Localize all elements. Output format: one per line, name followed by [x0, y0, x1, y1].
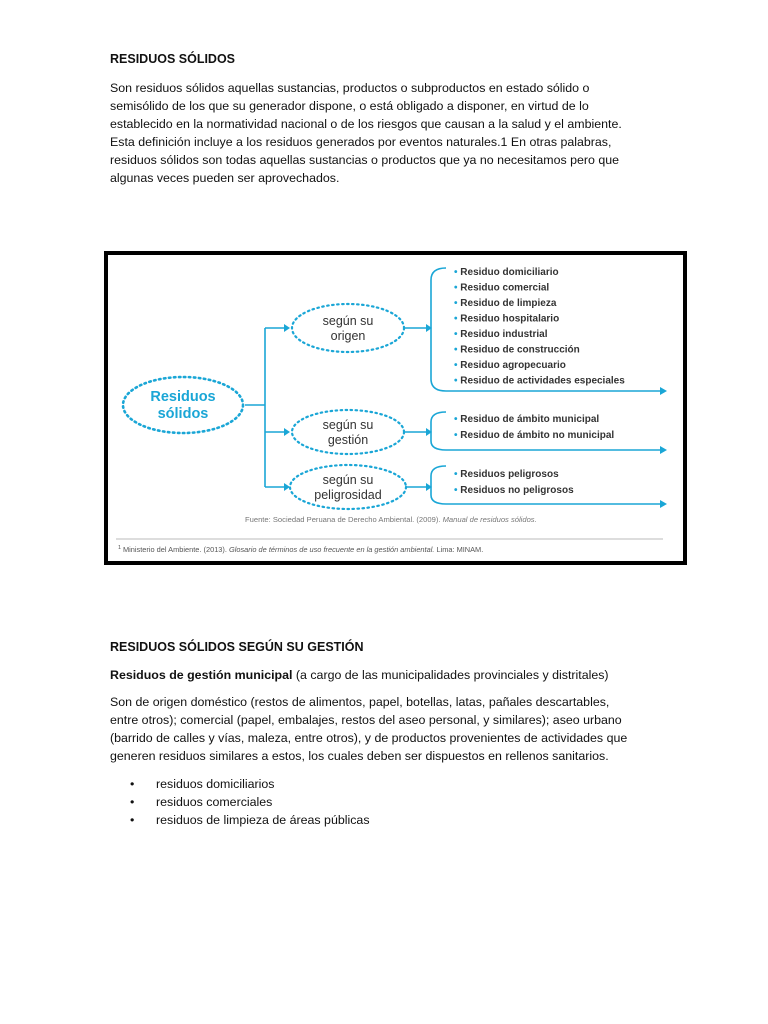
subtitle-bold: Residuos de gestión municipal [110, 668, 293, 682]
branch-ellipse-origen [292, 304, 404, 352]
list-item-text: residuos domiciliarios [156, 777, 275, 791]
bullet-marker: • [130, 777, 135, 791]
paragraph-line: establecido en la normatividad nacional o de los riesgos que causan a la salud y el ambiente. [110, 117, 622, 131]
diagram-item: • Residuo de ámbito no municipal [454, 430, 615, 441]
root-label-line: sólidos [157, 406, 209, 422]
list-item [110, 775, 370, 793]
section-title-gestion: RESIDUOS SÓLIDOS SEGÚN SU GESTIÓN [110, 640, 364, 654]
branch-label-line: según su [322, 473, 374, 487]
diagram-item: • Residuo comercial [454, 282, 550, 294]
diagram-item: • Residuo de ámbito municipal [454, 414, 600, 425]
footnote-text: Ministerio del Ambiente. (2013). Glosario de términos de uso frecuente en la gestión ambiental. Lima: MINAM. [123, 545, 484, 554]
paragraph-line: Esta definición incluye a los residuos generados por eventos naturales.1 En otras palabras, [110, 135, 612, 149]
diagram-item: • Residuo hospitalario [454, 313, 560, 325]
root-label-line: Residuos [150, 389, 216, 405]
diagram-item: • Residuos peligrosos [454, 469, 559, 480]
branch-ellipse-peligrosidad [290, 465, 406, 509]
bullet-marker: • [130, 813, 135, 827]
definition-paragraph [110, 79, 655, 187]
paragraph-line: Son residuos sólidos aquellas sustancias, productos o subproductos en estado sólido o [110, 81, 590, 95]
diagram-item: • Residuo de limpieza [454, 298, 557, 309]
paragraph-line: (barrido de calles y vías, maleza, entre otros), y de productos provenientes de actividades que [110, 731, 628, 745]
diagram-item: • Residuo de construcción [454, 344, 580, 356]
bullet-list [110, 775, 370, 829]
paragraph-line: entre otros); comercial (papel, embalajes, restos del aseo personal, y similares); aseo urbano [110, 713, 622, 727]
arrow-head [660, 500, 667, 508]
paragraph-line: generen residuos similares a estos, los cuales deben ser dispuestos en rellenos sanitarios. [110, 749, 609, 763]
paragraph-line: residuos sólidos son todas aquellas sustancias o productos que ya no necesitamos pero que [110, 153, 620, 167]
arrow-head [660, 387, 667, 395]
branch-ellipse-gestion [292, 410, 404, 454]
list-item-text: residuos de limpieza de áreas públicas [156, 813, 370, 827]
diagram-item: • Residuos no peligrosos [454, 485, 574, 496]
branch-label-line: origen [330, 329, 366, 343]
classification-diagram [104, 251, 687, 565]
arrow-head [284, 428, 290, 436]
bullet-marker: • [130, 795, 135, 809]
arrow-head [660, 446, 667, 454]
section-title-residuos-solidos: RESIDUOS SÓLIDOS [110, 52, 236, 66]
arrow-head [284, 324, 290, 332]
branch-label-line: según su [322, 418, 374, 432]
diagram-item: • Residuo domiciliario [454, 267, 559, 278]
branch-label-line: según su [322, 314, 374, 328]
diagram-item: • Residuo de actividades especiales [454, 375, 625, 387]
diagram-item: • Residuo agropecuario [454, 360, 566, 371]
paragraph-line: Son de origen doméstico (restos de alimentos, papel, botellas, latas, pañales descartables, [110, 695, 610, 709]
gestion-paragraph [110, 693, 670, 765]
subtitle-gestion-municipal [110, 666, 670, 684]
diagram-source: Fuente: Sociedad Peruana de Derecho Ambiental. (2009). Manual de residuos sólidos. [245, 515, 537, 524]
list-item-text: residuos comerciales [156, 795, 273, 809]
paragraph-line: algunas veces pueden ser aprovechados. [110, 171, 340, 185]
diagram-canvas [108, 255, 683, 561]
list-item [110, 811, 370, 829]
list-item [110, 793, 370, 811]
footnote-marker: 1 [118, 545, 122, 551]
root-ellipse [123, 377, 243, 433]
paragraph-line: semisólido de los que su generador dispone, o está obligado a disponer, en virtud de lo [110, 99, 589, 113]
subtitle-rest: (a cargo de las municipalidades provinciales y distritales) [292, 668, 609, 682]
branch-label-line: peligrosidad [314, 488, 382, 502]
diagram-item: • Residuo industrial [454, 329, 548, 340]
branch-label-line: gestión [327, 433, 369, 447]
